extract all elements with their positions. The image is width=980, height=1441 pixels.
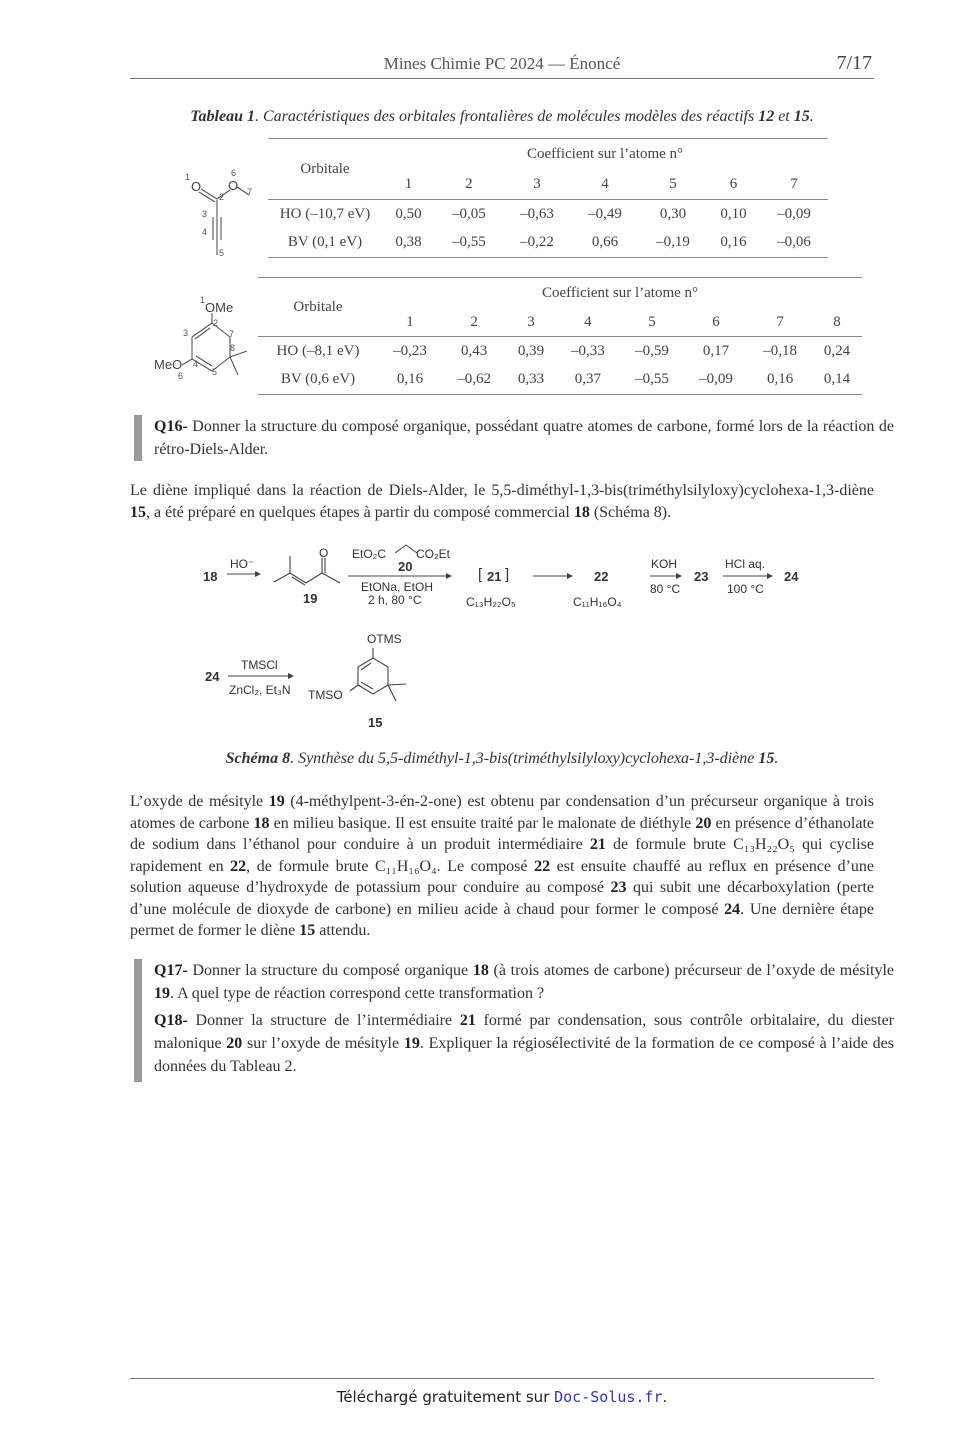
orbitale-header: Orbitale (258, 278, 378, 337)
page-footer: Téléchargé gratuitement sur Doc-Solus.fr. (336, 1388, 668, 1406)
molecule-15-structure (340, 643, 420, 705)
svg-text:8: 8 (230, 343, 236, 353)
svg-text:OMe: OMe (205, 300, 234, 315)
svg-text:3: 3 (202, 209, 208, 219)
molecule-19-structure (270, 546, 350, 590)
svg-text:MeO: MeO (154, 357, 183, 372)
svg-text:1: 1 (185, 172, 191, 182)
reaction-arrow-icon (723, 572, 773, 580)
compound-24: 24 (205, 669, 220, 684)
table-row: BV (0,6 eV) 0,16 –0,62 0,33 0,37 –0,55 –0,09 0,16 0,14 (258, 366, 862, 395)
svg-text:2: 2 (213, 318, 219, 328)
compound-19: 19 (303, 591, 318, 606)
doc-solus-link[interactable]: Doc-Solus.fr (554, 1388, 663, 1406)
svg-text:7: 7 (247, 187, 253, 197)
reaction-arrow-icon (228, 672, 294, 680)
orbital-table-b: Orbitale Coefficient sur l’atome n° 1 2 3 4 5 6 7 8 HO (–8,1 eV) –0,23 0,43 0,39 –0,33 –0,59 0,17 –0,18 0,24 BV (0,6 eV) 0,16 –0,62 0,33 0,37 –0,55 –0,09 0,16 0,14 (258, 277, 862, 395)
intro-paragraph: Le diène impliqué dans la réaction de Diels-Alder, le 5,5-diméthyl-1,3-bis(triméthylsilyloxy)cyclohexa-1,3-diène 15, a été préparé en quelques étapes à partir du composé commercial 18 (Schéma 8). (130, 482, 874, 521)
svg-text:1: 1 (200, 295, 206, 305)
table-caption-label: Tableau 1 (190, 108, 255, 125)
reaction-arrow-icon (533, 572, 573, 580)
compound-22: 22 (594, 569, 609, 584)
question-q17: Q17- Donner la structure du composé organique 18 (à trois atomes de carbone) précurseur de l’oxyde de mésityle 19. A quel type de réaction correspond cette transformation ? (154, 962, 894, 1002)
molecule-b-structure (150, 293, 255, 383)
compound-18: 18 (203, 569, 218, 584)
scheme-caption-label: Schéma 8 (225, 750, 291, 767)
table-row: HO (–8,1 eV) –0,23 0,43 0,39 –0,33 –0,59 0,17 –0,18 0,24 (258, 337, 862, 366)
compound-15: 15 (368, 715, 383, 730)
svg-text:6: 6 (231, 168, 237, 178)
orbitale-header: Orbitale (268, 139, 382, 200)
svg-text:4: 4 (202, 227, 208, 237)
svg-text:6: 6 (178, 371, 184, 381)
table-caption: Tableau 1. Caractéristiques des orbitales frontalières de molécules modèles des réactifs 12 et 15. (190, 108, 814, 125)
svg-text:5: 5 (219, 248, 225, 258)
table-row: HO (–10,7 eV) 0,50 –0,05 –0,63 –0,49 0,30 0,10 –0,09 (268, 200, 828, 229)
question-label: Q17- (154, 962, 188, 979)
orbital-table-a: Orbitale Coefficient sur l’atome n° 1 2 3 4 5 6 7 HO (–10,7 eV) 0,50 –0,05 –0,63 –0,49 0,30 0,10 –0,09 BV (0,1 eV) 0,38 –0,55 –0,22 0,66 –0,19 0,16 –0,06 (268, 138, 828, 258)
coefficient-header: Coefficient sur l’atome n° (382, 139, 828, 170)
question-q16: Q16- Donner la structure du composé organique, possédant quatre atomes de carbone, formé lors de la réaction de rétro-Diels-Alder. (134, 415, 894, 461)
table-row: BV (0,1 eV) 0,38 –0,55 –0,22 0,66 –0,19 0,16 –0,06 (268, 229, 828, 258)
compound-24: 24 (784, 569, 799, 584)
synthesis-paragraph: L’oxyde de mésityle 19 (4-méthylpent-3-én-2-one) est obtenu par condensation d’un précurseur organique à trois atomes de carbone 18 en milieu basique. Il est ensuite traité par le malonate de diéthyle 20 en présence d’éthanolate de sodium dans l’éthanol pour conduire à un produit intermédiaire 21 de formule brute C₁₃H₂₂O₅ qui cyclise rapidement en 22, de formule brute C₁₁H₁₆O₄. Le composé 22 est ensuite chauffé au reflux en présence d’une solution aqueuse d’hydroxyde de potassium pour conduire au composé 23 qui subit une décarboxylation (perte d’une molécule de dioxyde de carbone) en milieu acide à chaud pour former le composé 24. Une dernière étape permet de former le diène 15 attendu. (130, 793, 875, 939)
svg-text:2: 2 (219, 192, 225, 202)
page-number: 7/17 (836, 52, 872, 74)
reaction-arrow-icon (650, 572, 682, 580)
compound-21: 21 (487, 569, 502, 584)
scheme-caption: Schéma 8. Synthèse du 5,5-diméthyl-1,3-bis(triméthylsilyloxy)cyclohexa-1,3-diène 15. (225, 750, 779, 767)
reaction-arrow-icon (348, 572, 452, 580)
coefficient-header: Coefficient sur l’atome n° (378, 278, 862, 309)
page-header (130, 52, 874, 79)
svg-text:7: 7 (229, 329, 235, 339)
svg-text:O: O (191, 179, 202, 194)
reaction-arrow-icon (227, 570, 261, 578)
svg-text:4: 4 (193, 359, 199, 369)
document-title: Mines Chimie PC 2024 — Énoncé (383, 54, 621, 73)
question-label: Q16- (154, 418, 188, 435)
compound-20: 20 (398, 559, 413, 574)
question-q18: Q18- Donner la structure de l’intermédiaire 21 formé par condensation, sous contrôle orbitalaire, du diester malonique 20 sur l’oxyde de mésityle 19. Expliquer la régiosélectivité de la formation de ce composé à l’aide des données du Tableau 2. (154, 1012, 895, 1075)
footer-divider (130, 1378, 874, 1379)
question-label: Q18- (154, 1012, 188, 1029)
svg-text:5: 5 (212, 367, 218, 377)
molecule-a-structure (175, 165, 265, 260)
svg-text:3: 3 (183, 328, 189, 338)
compound-23: 23 (694, 569, 709, 584)
questions-q17-q18 (134, 959, 894, 1082)
scheme-8: 18 HO⁻ O 19 EtO₂C CO₂Et 20 EtONa, EtOH 2 h, 80 °C [ 21 ] C₁₃H₂₂O₅ 22 C₁₁H₁₆O₄ KOH 80 °C 23 HCl aq. 100 °C 24 24 TMSCl ZnCl₂, Et₃N OTMS TMSO 15 (203, 546, 799, 730)
svg-text:O: O (228, 178, 239, 193)
